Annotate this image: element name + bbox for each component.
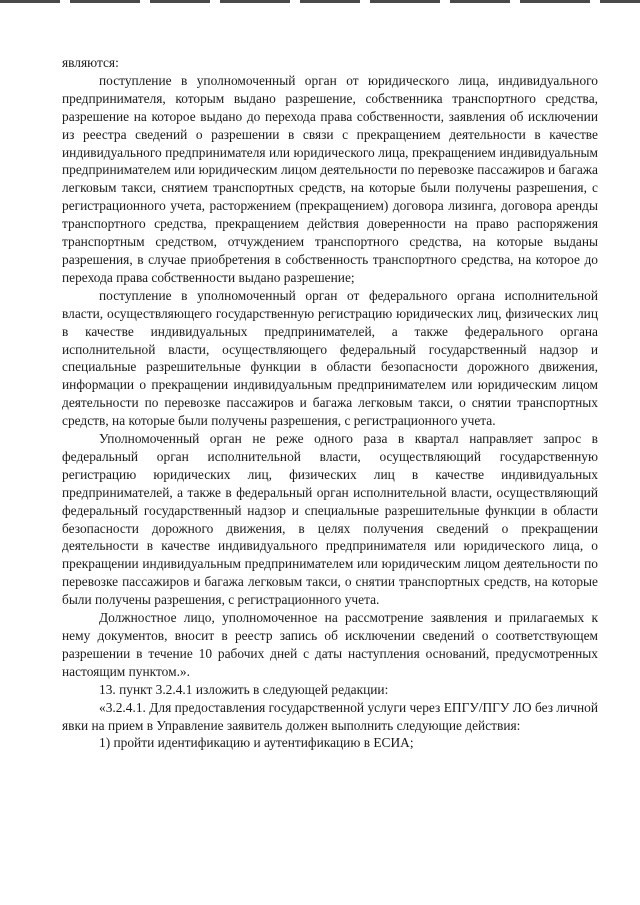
paragraph-intro: являются: bbox=[62, 55, 119, 70]
paragraph-basis-legal-entity: поступление в уполномоченный орган от юридического лица, индивидуального предпринимателя, которым выдано разрешение, собственника транспортного средства, разрешение на которое выдано до перехода права собственности, заявления об исключении из реестра сведений о разрешении в связи с прекращением деятельности в качестве индивидуального предпринимателя или юридического лица, прекращением индивидуальным предпринимателем или юридическим лицом деятельности по перевозке пассажиров и багажа легковым такси, снятием транспортных средств, на которые были получены разрешения, с регистрационного учета, расторжением (прекращением) договора лизинга, договора аренды транспортного средства, прекращением действия доверенности на право распоряжения транспортным средством, отчуждением транспортного средства, на которые выданы разрешения, в случае приобретения в собственность транспортного средства, на которое до перехода права собственности выдано разрешение; bbox=[62, 72, 598, 285]
paragraph-step-1: 1) пройти идентификацию и аутентификацию в ЕСИА; bbox=[99, 735, 414, 751]
paragraph-official-record: Должностное лицо, уполномоченное на рассмотрение заявления и прилагаемых к нему документов, вносит в реестр запись об исключении сведений о соответствующем разрешении в течение 10 рабочих дней с даты наступления оснований, предусмотренных настоящим пунктом.». bbox=[62, 610, 598, 679]
paragraph-clause-3241: «3.2.4.1. Для предоставления государственной услуги через ЕПГУ/ПГУ ЛО без личной явки на прием в Управление заявитель должен выполнить следующие действия: bbox=[62, 699, 598, 733]
scan-edge bbox=[0, 0, 640, 3]
document-page bbox=[62, 54, 598, 752]
paragraph-basis-federal-body: поступление в уполномоченный орган от федерального органа исполнительной власти, осуществляющего государственную регистрацию юридических лиц, физических лиц в качестве индивидуальных предпринимателей, а также федерального органа исполнительной власти, осуществляющего федеральный государственный надзор и специальные разрешительные функции в области безопасности дорожного движения, информации о прекращении индивидуальным предпринимателем или юридическим лицом деятельности по перевозке пассажиров и багажа легковым такси, о снятии транспортных средств, на которые были получены разрешения, с регистрационного учета. bbox=[62, 287, 598, 429]
paragraph-item-13: 13. пункт 3.2.4.1 изложить в следующей редакции: bbox=[99, 681, 389, 697]
paragraph-quarterly-request: Уполномоченный орган не реже одного раза в квартал направляет запрос в федеральный орган исполнительной власти, осуществляющий государственную регистрацию юридических лиц, физических лиц в качестве индивидуальных предпринимателей, а также в федеральный орган исполнительной власти, осуществляющий федеральный государственный надзор и специальные разрешительные функции в области безопасности дорожного движения, в целях получения сведений о прекращении деятельности в качестве индивидуального предпринимателя или юридического лица, о прекращении индивидуальным предпринимателем или юридическим лицом деятельности по перевозке пассажиров и багажа легковым такси, о снятии транспортных средств, на которые были получены разрешения, с регистрационного учета. bbox=[62, 431, 598, 608]
